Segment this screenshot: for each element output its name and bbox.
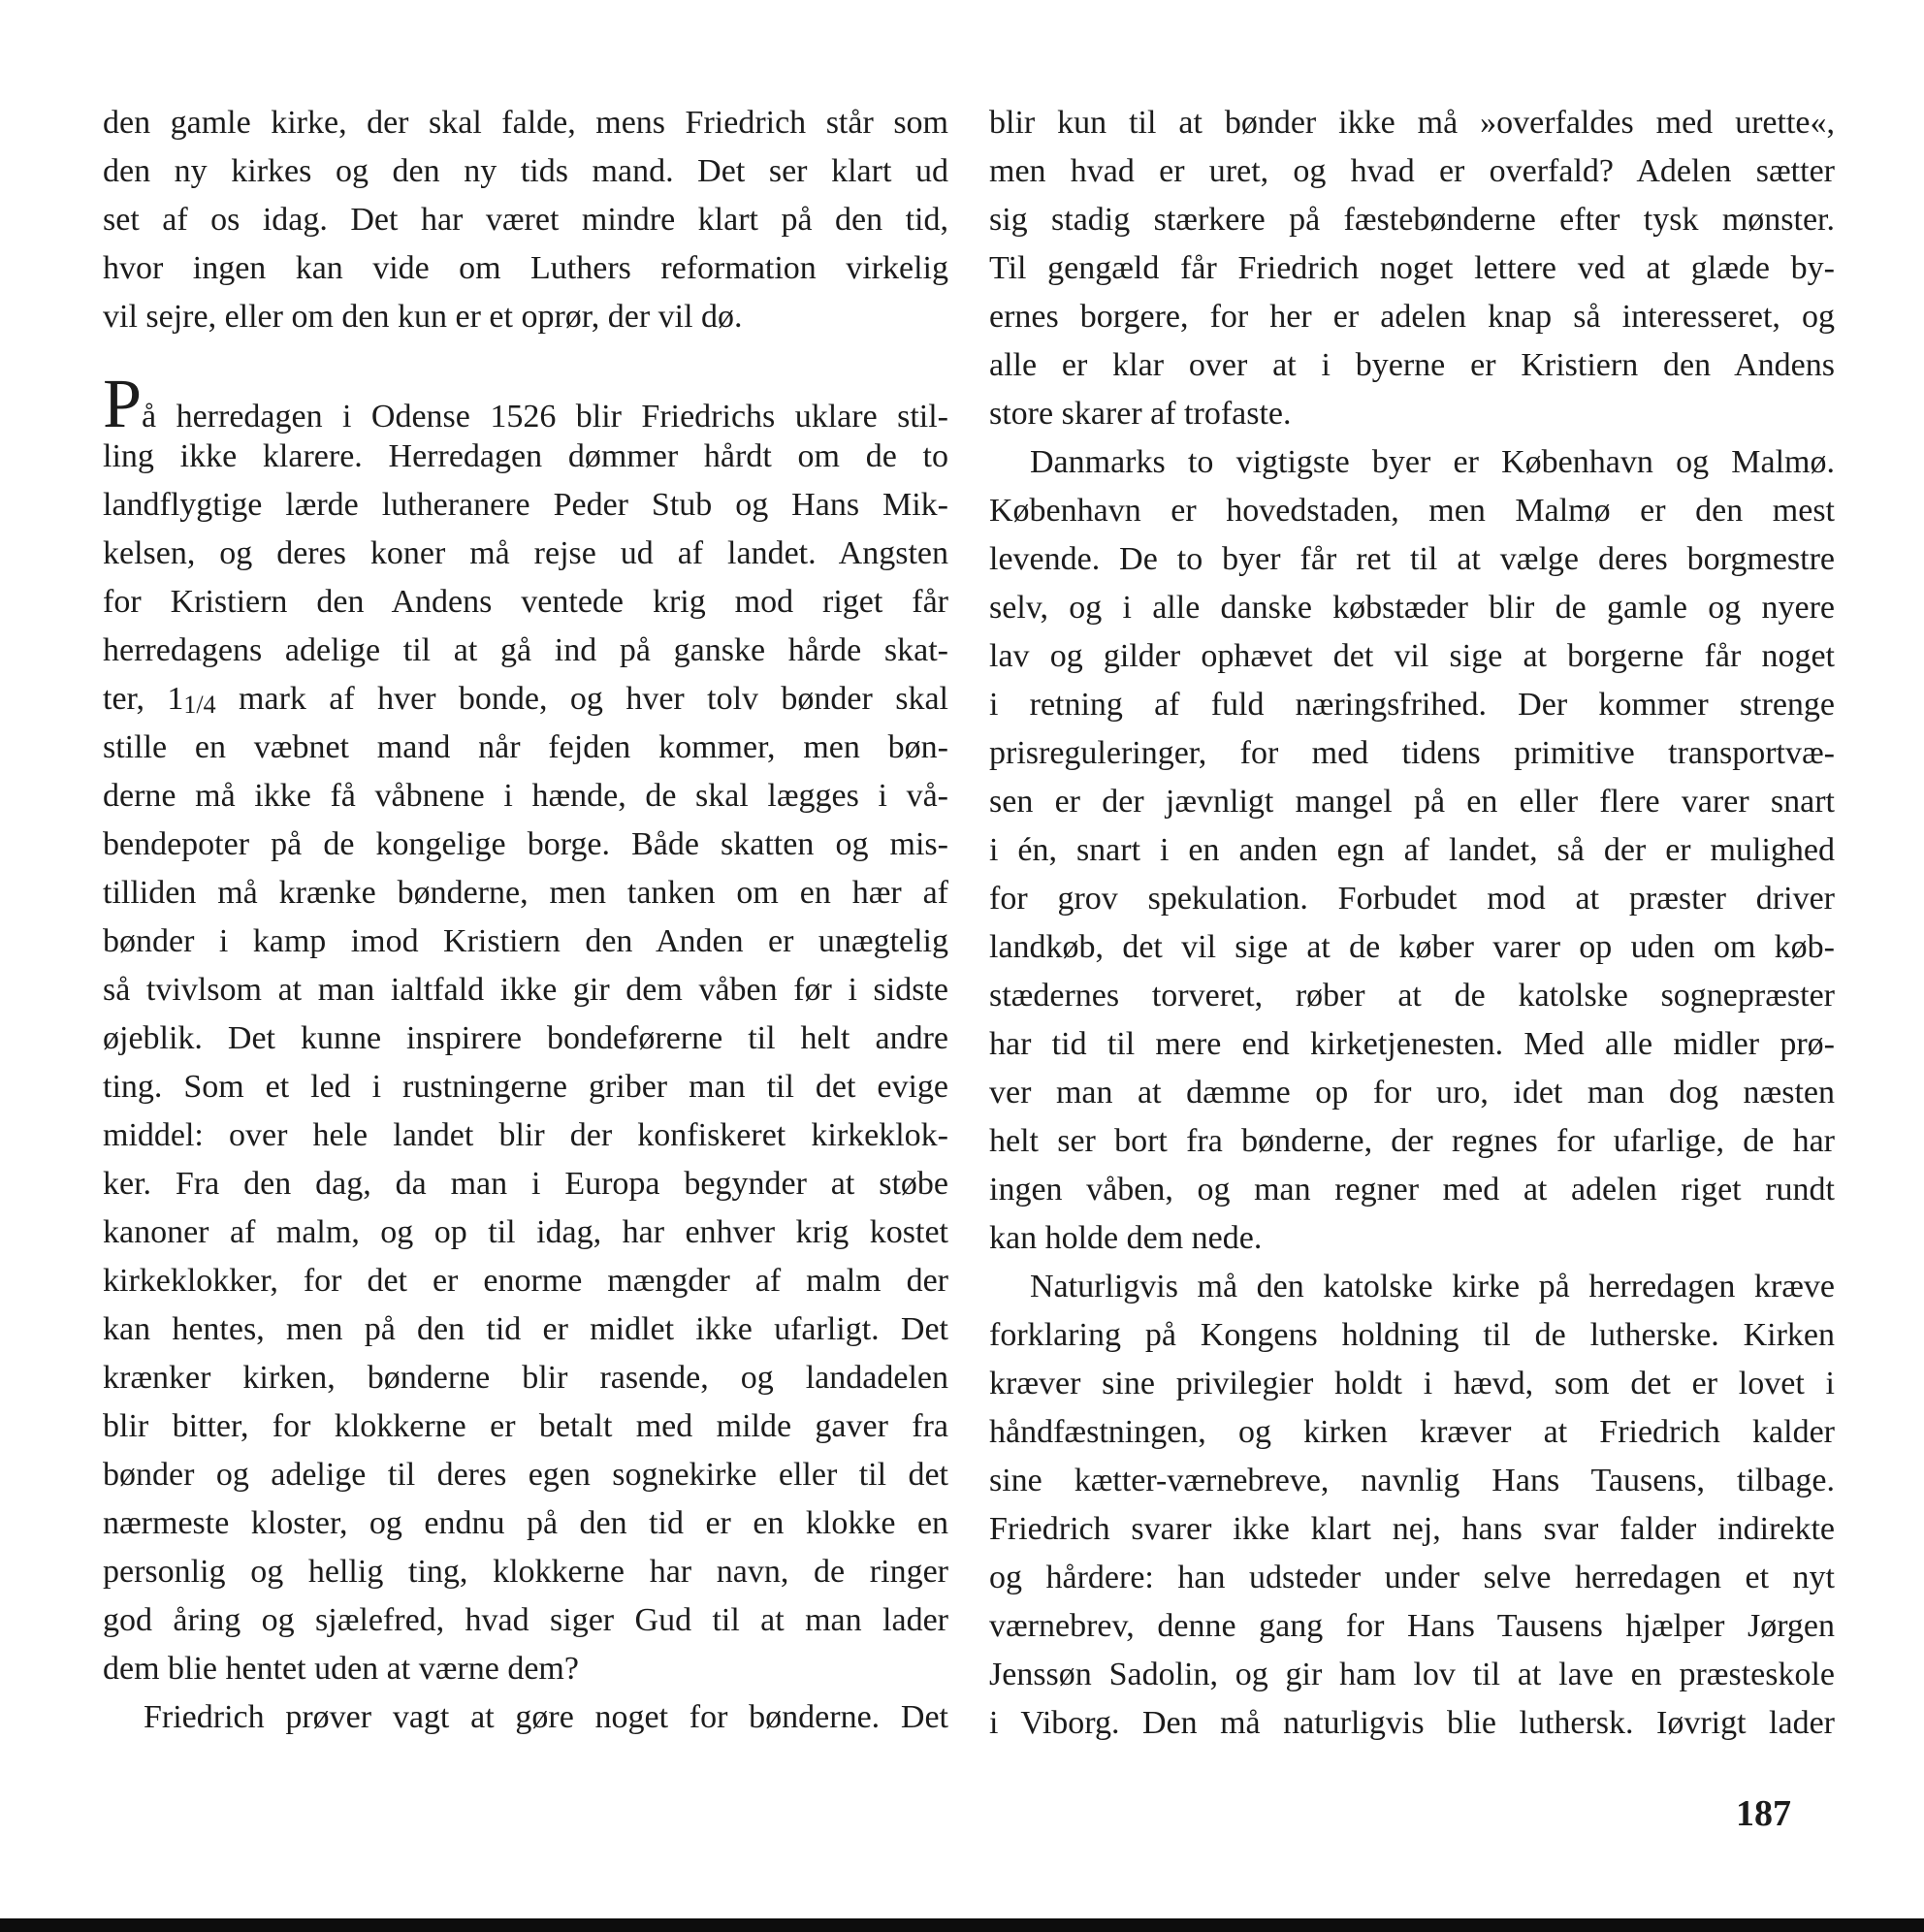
text-line: sen er der jævnligt mangel på en eller flere varer snart xyxy=(989,784,1835,820)
text-line: kirkeklokker, for det er enorme mængder af malm der xyxy=(103,1263,948,1299)
text-line: Friedrich svarer ikke klart nej, hans svar falder indirekte xyxy=(989,1511,1835,1547)
text-line: den gamle kirke, der skal falde, mens Friedrich står som xyxy=(103,105,948,141)
text-line: krænker kirken, bønderne blir rasende, og landadelen xyxy=(103,1360,948,1396)
text-line: bendepoter på de kongelige borge. Både skatten og mis- xyxy=(103,826,948,862)
left-column xyxy=(103,99,948,1742)
text-line: set af os idag. Det har været mindre klart på den tid, xyxy=(103,202,948,238)
text-line: tilliden må krænke bønderne, men tanken om en hær af xyxy=(103,875,948,911)
drop-cap: P xyxy=(103,365,143,442)
text-line: den ny kirkes og den ny tids mand. Det ser klart ud xyxy=(103,153,948,189)
text-line: selv, og i alle danske købstæder blir de gamle og nyere xyxy=(989,590,1835,626)
text-line: kelsen, og deres koner må rejse ud af landet. Angsten xyxy=(103,535,948,571)
text-line: blir kun til at bønder ikke må »overfaldes med urette«, xyxy=(989,105,1835,141)
text-line: kan holde dem nede. xyxy=(989,1220,1263,1256)
text-line: bønder og adelige til deres egen sognekirke eller til det xyxy=(103,1457,948,1493)
text-line: København er hovedstaden, men Malmø er den mest xyxy=(989,493,1835,529)
text-line: middel: over hele landet blir der konfiskeret kirkeklok- xyxy=(103,1117,948,1153)
text-line: sine kætter-værnebreve, navnlig Hans Tausens, tilbage. xyxy=(989,1463,1835,1498)
text-line: nærmeste kloster, og endnu på den tid er en klokke en xyxy=(103,1505,948,1541)
text-line: forklaring på Kongens holdning til de lutherske. Kirken xyxy=(989,1317,1835,1353)
text-line: så tvivlsom at man ialtfald ikke gir dem våben før i sidste xyxy=(103,972,948,1008)
text-line: personlig og hellig ting, klokkerne har navn, de ringer xyxy=(103,1554,948,1590)
text-line: god åring og sjælefred, hvad siger Gud til at man lader xyxy=(103,1602,948,1638)
paragraph-gap xyxy=(103,341,948,384)
text-line: levende. De to byer får ret til at vælge deres borgmestre xyxy=(989,541,1835,577)
text-line: stille en væbnet mand når fejden kommer, men bøn- xyxy=(103,729,948,765)
text-line xyxy=(103,365,948,442)
text-line: håndfæstningen, og kirken kræver at Friedrich kalder xyxy=(989,1414,1835,1450)
text-fragment: ter, 1 xyxy=(103,681,184,717)
text-line: landflygtige lærde lutheranere Peder Stub og Hans Mik- xyxy=(103,487,948,523)
scan-edge xyxy=(0,1918,1924,1932)
text-line: blir bitter, for klokkerne er betalt med milde gaver fra xyxy=(103,1408,948,1444)
text-line: ingen våben, og man regner med at adelen riget rundt xyxy=(989,1172,1835,1208)
text-line: store skarer af trofaste. xyxy=(989,396,1292,432)
text-line: kan hentes, men på den tid er midlet ikke ufarligt. Det xyxy=(103,1311,948,1347)
page-number: 187 xyxy=(1736,1793,1791,1834)
text-line: alle er klar over at i byerne er Kristiern den Andens xyxy=(989,347,1835,383)
text-line: vil sejre, eller om den kun er et oprør, der vil dø. xyxy=(103,299,743,335)
text-line: og hårdere: han udsteder under selve herredagen et nyt xyxy=(989,1560,1835,1595)
text-line: Til gengæld får Friedrich noget lettere ved at glæde by- xyxy=(989,250,1835,286)
text-line: kræver sine privilegier holdt i hævd, som det er lovet i xyxy=(989,1366,1835,1401)
text-line: prisreguleringer, for med tidens primitive transportvæ- xyxy=(989,735,1835,771)
text-line: værnebrev, denne gang for Hans Tausens hjælper Jørgen xyxy=(989,1608,1835,1644)
text-line: kanoner af malm, og op til idag, har enhver krig kostet xyxy=(103,1214,948,1250)
text-line: dem blie hentet uden at værne dem? xyxy=(103,1651,579,1687)
text-line: ker. Fra den dag, da man i Europa begynder at støbe xyxy=(103,1166,948,1202)
text-line: ver man at dæmme op for uro, idet man dog næsten xyxy=(989,1075,1835,1111)
text-line: i retning af fuld næringsfrihed. Der kommer strenge xyxy=(989,687,1835,723)
text-line: Friedrich prøver vagt at gøre noget for bønderne. Det xyxy=(144,1699,948,1735)
text-line: hvor ingen kan vide om Luthers reformation virkelig xyxy=(103,250,948,286)
text-line: Jenssøn Sadolin, og gir ham lov til at lave en præsteskole xyxy=(989,1657,1835,1692)
text-line: ling ikke klarere. Herredagen dømmer hårdt om de to xyxy=(103,438,948,474)
right-column xyxy=(989,99,1835,1748)
text-line: øjeblik. Det kunne inspirere bondeførerne til helt andre xyxy=(103,1020,948,1056)
text-line: sig stadig stærkere på fæstebønderne efter tysk mønster. xyxy=(989,202,1835,238)
text-line: Naturligvis må den katolske kirke på herredagen kræve xyxy=(1030,1269,1835,1304)
text-fragment: å herredagen i Odense 1526 blir Friedrichs uklare stil- xyxy=(142,399,948,435)
text-line: landkøb, det vil sige at de køber varer op uden om køb- xyxy=(989,929,1835,965)
text-line: i Viborg. Den må naturligvis blie luthersk. Iøvrigt lader xyxy=(989,1705,1835,1741)
text-line: herredagens adelige til at gå ind på ganske hårde skat- xyxy=(103,632,948,668)
text-line: i én, snart i en anden egn af landet, så der er mulighed xyxy=(989,832,1835,868)
text-line: stædernes torveret, røber at de katolske sognepræster xyxy=(989,978,1835,1014)
fraction: 1/4 xyxy=(183,691,216,719)
text-line: men hvad er uret, og hvad er overfald? Adelen sætter xyxy=(989,153,1835,189)
text-fragment: mark af hver bonde, og hver tolv bønder skal xyxy=(215,681,949,717)
text-line: ernes borgere, for her er adelen knap så interesseret, og xyxy=(989,299,1835,335)
text-line: for grov spekulation. Forbudet mod at præster driver xyxy=(989,881,1835,917)
text-line: lav og gilder ophævet det vil sige at borgerne får noget xyxy=(989,638,1835,674)
text-line: bønder i kamp imod Kristiern den Anden er unægtelig xyxy=(103,923,948,959)
text-line: derne må ikke få våbnene i hænde, de skal lægges i vå- xyxy=(103,778,948,814)
text-line xyxy=(103,675,948,724)
text-line: ting. Som et led i rustningerne griber man til det evige xyxy=(103,1069,948,1105)
text-line: for Kristiern den Andens ventede krig mod riget får xyxy=(103,584,948,620)
text-line: Danmarks to vigtigste byer er København og Malmø. xyxy=(1030,444,1835,480)
text-line: har tid til mere end kirketjenesten. Med alle midler prø- xyxy=(989,1026,1835,1062)
text-line: helt ser bort fra bønderne, der regnes for ufarlige, de har xyxy=(989,1123,1835,1159)
